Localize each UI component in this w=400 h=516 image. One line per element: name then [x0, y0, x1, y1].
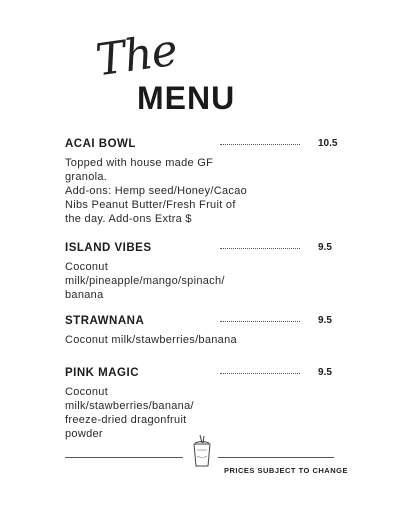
footer-rule-right: [218, 457, 334, 458]
item-price: 9.5: [318, 315, 332, 326]
script-heading-the: The: [92, 24, 180, 87]
page-title: MENU: [137, 80, 236, 116]
item-description: Coconut milk/stawberries/banana: [65, 334, 237, 346]
item-description: Coconut milk/stawberries/banana/ freeze-dried dragonfruit powder: [65, 386, 194, 440]
item-name: PINK MAGIC: [65, 367, 139, 379]
item-name: ACAI BOWL: [65, 138, 136, 150]
item-name: STRAWNANA: [65, 315, 145, 327]
item-price: 9.5: [318, 242, 332, 253]
menu-item-strawnana: [65, 313, 337, 347]
item-description: Coconut milk/pineapple/mango/spinach/ banana: [65, 261, 225, 301]
item-price: 9.5: [318, 367, 332, 378]
item-description: Topped with house made GF granola. Add-ons: Hemp seed/Honey/Cacao Nibs Peanut Butter/Fresh Fruit of the day. Add-ons Extra $: [65, 157, 248, 225]
dotted-leader: [220, 373, 300, 374]
item-price: 10.5: [318, 138, 338, 149]
smoothie-cup-icon: [190, 434, 214, 468]
menu-item-pink-magic: [65, 365, 337, 441]
footer-rule-left: [65, 457, 183, 458]
menu-item-island-vibes: [65, 240, 337, 302]
dotted-leader: [220, 248, 300, 249]
item-name: ISLAND VIBES: [65, 242, 152, 254]
prices-note: PRICES SUBJECT TO CHANGE: [224, 466, 348, 475]
dotted-leader: [220, 144, 300, 145]
dotted-leader: [220, 321, 300, 322]
menu-item-acai-bowl: [65, 136, 337, 226]
